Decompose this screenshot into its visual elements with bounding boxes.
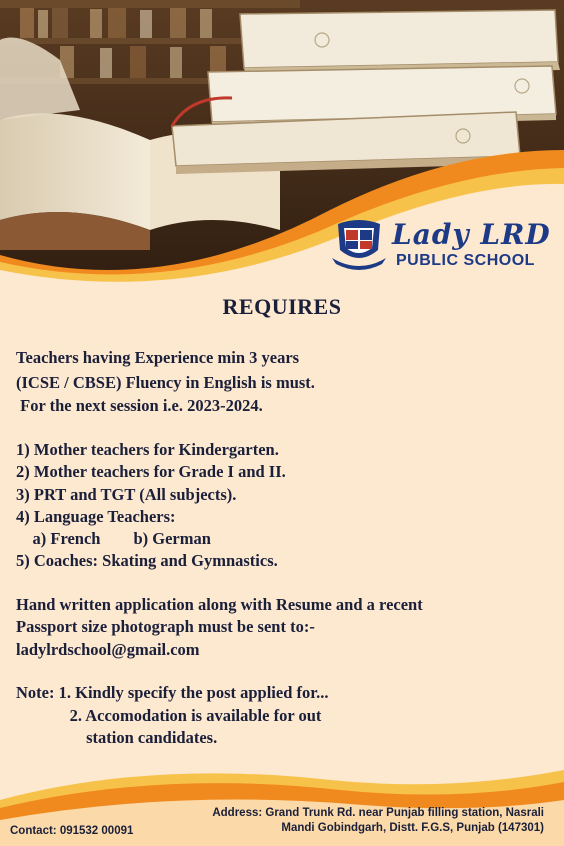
note-line: Note: 1. Kindly specify the post applied for... <box>16 683 329 702</box>
position-subitem: a) French b) German <box>16 529 211 548</box>
note-line: station candidates. <box>16 728 218 747</box>
position-item: 3) PRT and TGT (All subjects). <box>16 485 237 504</box>
position-item: 4) Language Teachers: <box>16 507 176 526</box>
application-line: Passport size photograph must be sent to:- <box>16 617 315 636</box>
note-line: 2. Accomodation is available for out <box>16 706 322 725</box>
address-line: Address: Grand Trunk Rd. near Punjab filling station, Nasrali <box>212 807 544 819</box>
page-title: REQUIRES <box>222 294 342 319</box>
position-item: 1) Mother teachers for Kindergarten. <box>16 440 279 459</box>
school-logo <box>330 216 560 274</box>
intro-line: (ICSE / CBSE) Fluency in English is must. <box>16 373 315 392</box>
position-item: 5) Coaches: Skating and Gymnastics. <box>16 551 278 570</box>
application-line: Hand written application along with Resume and a recent <box>16 595 423 614</box>
intro-line: Teachers having Experience min 3 years <box>16 348 300 367</box>
contact-email: ladylrdschool@gmail.com <box>16 640 200 659</box>
school-subtitle: PUBLIC SCHOOL <box>396 252 535 269</box>
school-name: Lady LRD <box>392 218 551 251</box>
intro-line: For the next session i.e. 2023-2024. <box>16 396 263 415</box>
address-line: Mandi Gobindgarh, Distt. F.G.S, Punjab (147301) <box>281 822 544 834</box>
position-item: 2) Mother teachers for Grade I and II. <box>16 462 286 481</box>
school-address <box>204 806 544 836</box>
school-crest-icon <box>330 216 388 270</box>
contact-phone: Contact: 091532 00091 <box>10 825 134 837</box>
